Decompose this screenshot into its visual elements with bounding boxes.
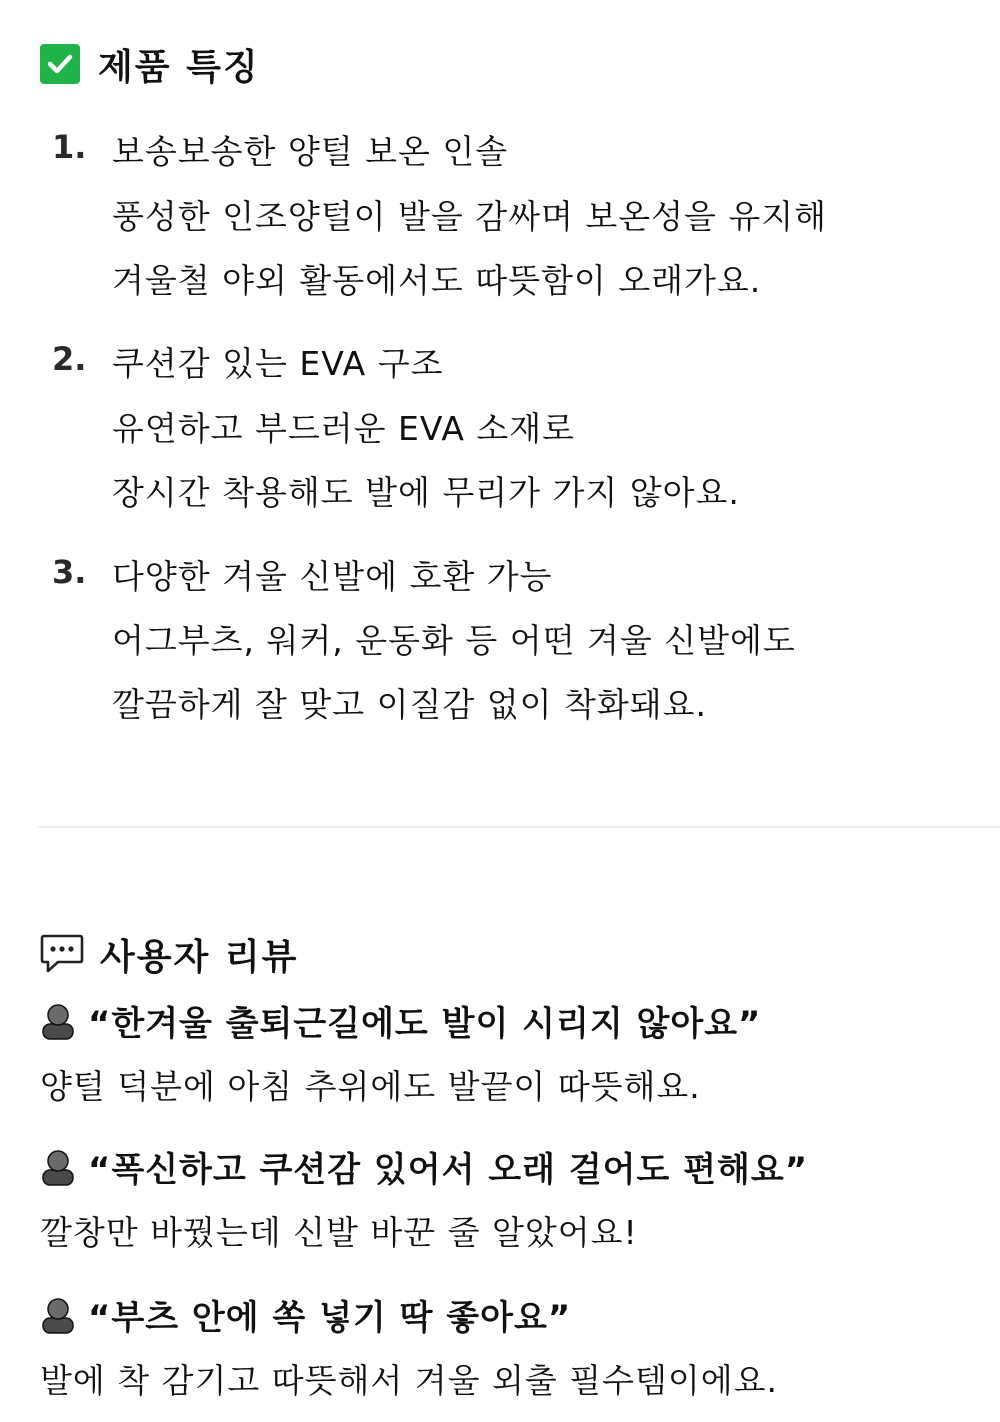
feature-line: 겨울철 야외 활동에서도 따뜻함이 오래가요.	[112, 261, 762, 300]
review-quote: “한겨울 출퇴근길에도 발이 시리지 않아요”	[88, 1004, 762, 1044]
feature-line: 깔끔하게 잘 맞고 이질감 없이 착화돼요.	[112, 685, 707, 724]
person-silhouette-icon	[40, 1148, 76, 1186]
feature-number: 3.	[52, 553, 87, 591]
person-silhouette-icon	[40, 1296, 76, 1334]
review-quote-line	[40, 1290, 571, 1339]
feature-title: 다양한 겨울 신발에 호환 가능	[112, 557, 553, 596]
feature-line: 어그부츠, 워커, 운동화 등 어떤 겨울 신발에도	[112, 621, 796, 660]
features-heading-text: 제품 특징	[98, 46, 260, 88]
review-quote-line	[40, 1142, 808, 1191]
feature-number: 2.	[52, 340, 87, 378]
reviews-heading	[40, 930, 298, 978]
person-silhouette-icon	[40, 1002, 76, 1040]
review-quote-line	[40, 996, 761, 1045]
feature-number: 1.	[52, 128, 87, 166]
review-body: 양털 덕분에 아침 추위에도 발끝이 따뜻해요.	[40, 1067, 701, 1106]
review-body: 깔창만 바꿨는데 신발 바꾼 줄 알았어요!	[40, 1213, 638, 1252]
feature-title: 보송보송한 양털 보온 인솔	[112, 132, 509, 171]
review-quote: “부츠 안에 쏙 넣기 딱 좋아요”	[88, 1298, 572, 1338]
feature-line: 유연하고 부드러운 EVA 소재로	[112, 409, 576, 448]
feature-title: 쿠션감 있는 EVA 구조	[112, 344, 444, 383]
section-divider	[38, 826, 1000, 828]
feature-line: 풍성한 인조양털이 발을 감싸며 보온성을 유지해	[112, 197, 828, 236]
feature-line: 장시간 착용해도 발에 무리가 가지 않아요.	[112, 473, 740, 512]
features-heading	[40, 40, 260, 88]
review-body: 발에 착 감기고 따뜻해서 겨울 외출 필수템이에요.	[40, 1361, 778, 1400]
review-quote: “폭신하고 쿠션감 있어서 오래 걸어도 편해요”	[88, 1150, 809, 1190]
reviews-heading-text: 사용자 리뷰	[100, 936, 299, 978]
speech-bubble-icon	[40, 933, 84, 975]
check-box-icon	[40, 44, 80, 84]
